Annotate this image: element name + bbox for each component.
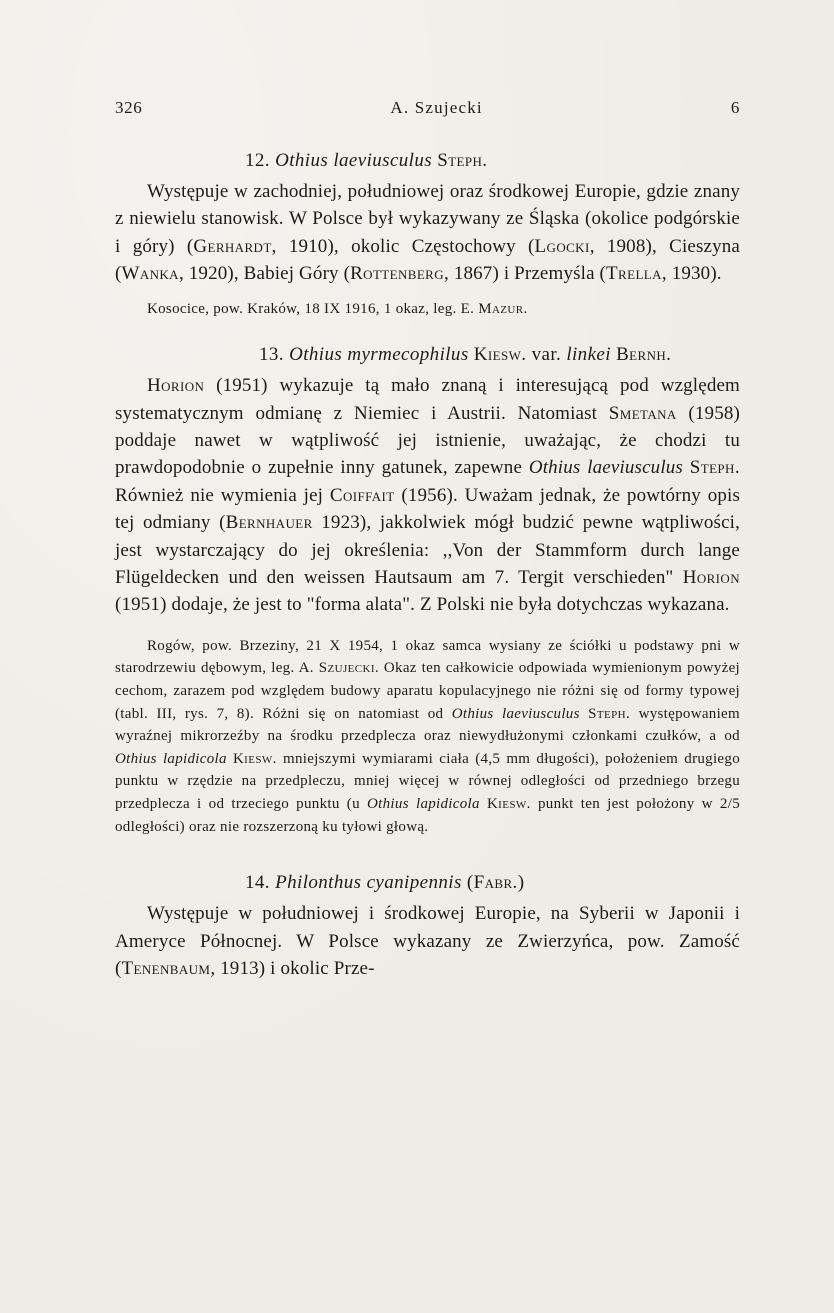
text-run: (1956). Uważam jednak, że powtórny opis tej odmiany ( [115,484,740,534]
paren-open: ( [466,872,474,894]
text-run: , 1910), okolic Częstochowy ( [271,235,535,257]
species-13-paragraph [115,372,740,619]
signature-mark: 6 [730,98,740,117]
species-number: 14. [245,872,270,894]
cited-author: Lgocki [534,235,590,257]
page-number: 326 [115,98,143,117]
species-name: Othius laeviusculus [528,457,683,479]
cited-author: Horion [147,375,205,397]
text-run: , 1908), Cieszyna ( [115,235,740,285]
text-run: . [523,300,528,317]
cited-author: Bernhauer [225,512,313,534]
cited-author: Smetana [608,402,677,424]
cited-author: Steph. [689,457,740,479]
running-head [115,98,740,128]
cited-author: Rottenberg [350,263,445,285]
text-run: Występuje w zachodniej, południowej oraz środkowej Europie, gdzie znany z niewielu stanowisk. W Polsce był wykazywany ze Śląska (okolice podgórskie i góry) ( [115,181,740,257]
species-heading-14 [115,872,740,894]
cited-author: Kiesw. [486,796,531,813]
text-run: punkt ten jest położony w 2/5 odległości) oraz nie rozszerzoną ku tyłowi głową. [115,796,740,835]
cited-author: Horion [682,567,740,589]
text-run [683,457,690,478]
variety-label: var. [531,344,562,366]
text-run: . Okaz ten całkowicie odpowiada wymienionym powyżej cechom, zarazem pod względem budowy aparatu kopulacyjnego nie różni się od formy typowej (tabl. III, rys. 7, 8). Różni się on natomiast od [115,660,740,722]
cited-author: Tenenbaum [121,958,211,980]
species-13-record [115,635,740,838]
cited-author: Kiesw. [232,750,277,767]
cited-author: Coiffait [329,484,395,506]
species-name: Othius laeviusculus [275,150,433,171]
cited-author: Trella [606,263,662,285]
text-run: (1958) poddaje nawet w wątpliwość jej istnienie, uważając, że chodzi tu prawdopodobnie o zupełnie inny gatunek, zapewne [115,402,740,479]
cited-author: Wanka [121,263,179,285]
text-run: Kosocice, pow. Kraków, 18 IX 1916, 1 okaz, leg. E. [147,300,479,317]
collector-name: Mazur [478,300,524,317]
text-run: Również nie wymienia jej [115,484,330,506]
text-run [480,796,487,812]
text-run: Rogów, pow. Brzeziny, 21 X 1954, 1 okaz samca wysiany ze ściółki u podstawy pni w starodrzewiu dębowym, leg. A. [115,637,740,677]
species-12-record [115,298,740,321]
cited-author: Steph. [588,705,631,722]
species-name: Othius myrmecophilus [289,344,469,366]
text-run: Występuje w południowej i środkowej Europie, na Syberii w Japonii i Ameryce Północnej. W Polsce wykazany ze Zwierzyńca, pow. Zamość ( [115,903,740,980]
variety-authority: Bernh. [616,344,672,366]
species-name: Othius lapidicola [367,796,480,813]
species-authority: Steph. [437,150,488,171]
text-run: , 1867) i Przemyśla ( [444,263,607,285]
text-run [580,706,588,722]
text-run: występowaniem wyraźnej mikrorzeźby na środku przedplecza oraz niewydłużonymi członkami czułków, a od [115,705,740,745]
species-heading-13 [115,344,740,366]
running-head-author: A. Szujecki [390,98,483,117]
species-12-paragraph [115,178,740,288]
species-name: Othius lapidicola [115,750,227,767]
text-run: (1951) wykazuje tą mało znaną i interesującą pod względem systematycznym odmianę z Niemiec i Austrii. Natomiast [115,375,740,424]
text-run: mniejszymi wymiarami ciała (4,5 mm długości), położeniem drugiego punktu w rzędzie na przedpleczu, mniej więcej w równej odległości od przedniego brzegu przedplecza i od trzeciego punktu (u [115,750,740,813]
species-name: Philonthus cyanipennis [275,872,462,894]
text-run: , 1913) i okolic Prze- [210,958,375,980]
species-heading-12 [115,150,740,172]
species-authority: Fabr. [473,872,518,894]
text-run: , 1920), Babiej Góry ( [178,263,351,285]
variety-name: linkei [566,344,611,366]
species-14-paragraph [115,900,740,982]
text-run: 1923), jakkolwiek mógł budzić pewne wątpliwości, jest wystarczający do jej określenia: ,,Von der Stammform durch lange Flügeldecken und den weissen Hautsaum am 7. Tergit verschieden" [115,512,740,589]
species-number: 13. [259,344,284,366]
text-run: (1951) dodaje, że jest to "forma alata". Z Polski nie była dotychczas wykazana. [115,594,730,616]
species-authority: Kiesw. [473,344,527,366]
paren-close: ) [517,872,525,894]
species-number: 12. [245,150,270,171]
species-name: Othius laeviusculus [451,705,580,722]
collector-name: Szujecki [318,660,375,677]
text-run: , 1930). [661,263,722,285]
cited-author: Gerhardt [193,235,272,257]
